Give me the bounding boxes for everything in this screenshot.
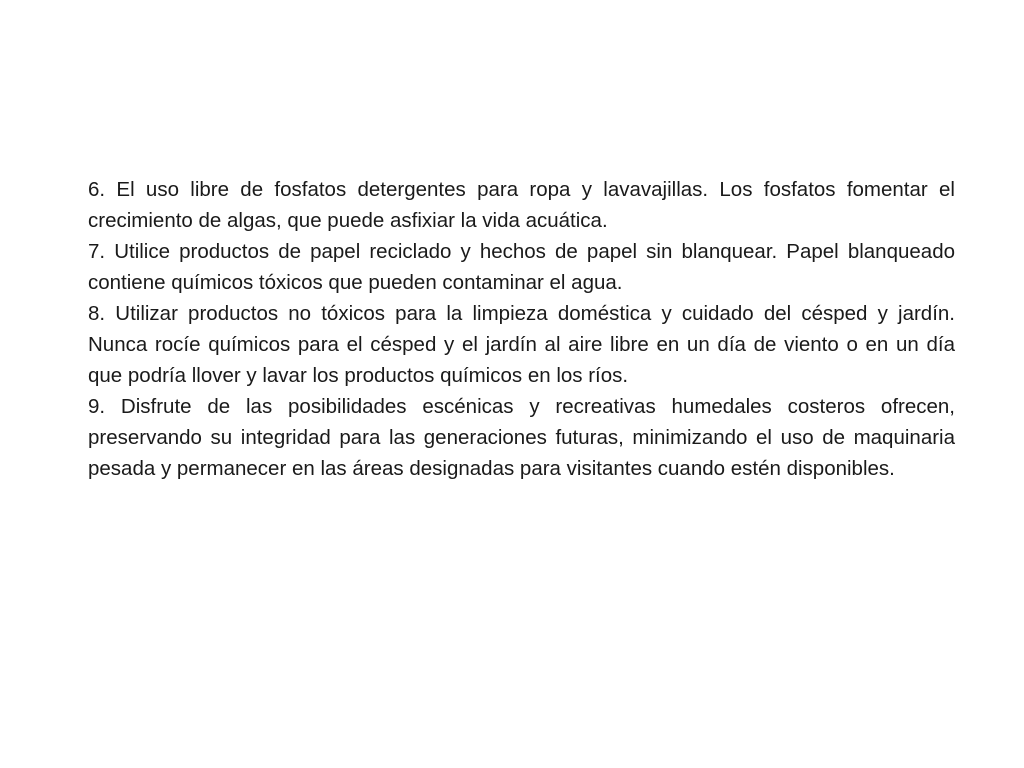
paragraph-item-8: 8. Utilizar productos no tóxicos para la limpieza doméstica y cuidado del césped y jardín. Nunca rocíe químicos para el césped y el jardín al aire libre en un día de viento o en un día que podría llover y lavar los productos químicos en los ríos.	[88, 302, 955, 387]
paragraph-item-6: 6. El uso libre de fosfatos detergentes para ropa y lavavajillas. Los fosfatos fomentar el crecimiento de algas, que puede asfixiar la vida acuática.	[88, 178, 955, 232]
paragraph-item-9: 9. Disfrute de las posibilidades escénicas y recreativas humedales costeros ofrecen, preservando su integridad para las generaciones futuras, minimizando el uso de maquinaria pesada y permanecer en las áreas designadas para visitantes cuando estén disponibles.	[88, 395, 955, 480]
body-text	[88, 174, 955, 484]
paragraph-item-7: 7. Utilice productos de papel reciclado y hechos de papel sin blanquear. Papel blanqueado contiene químicos tóxicos que pueden contaminar el agua.	[88, 240, 955, 294]
